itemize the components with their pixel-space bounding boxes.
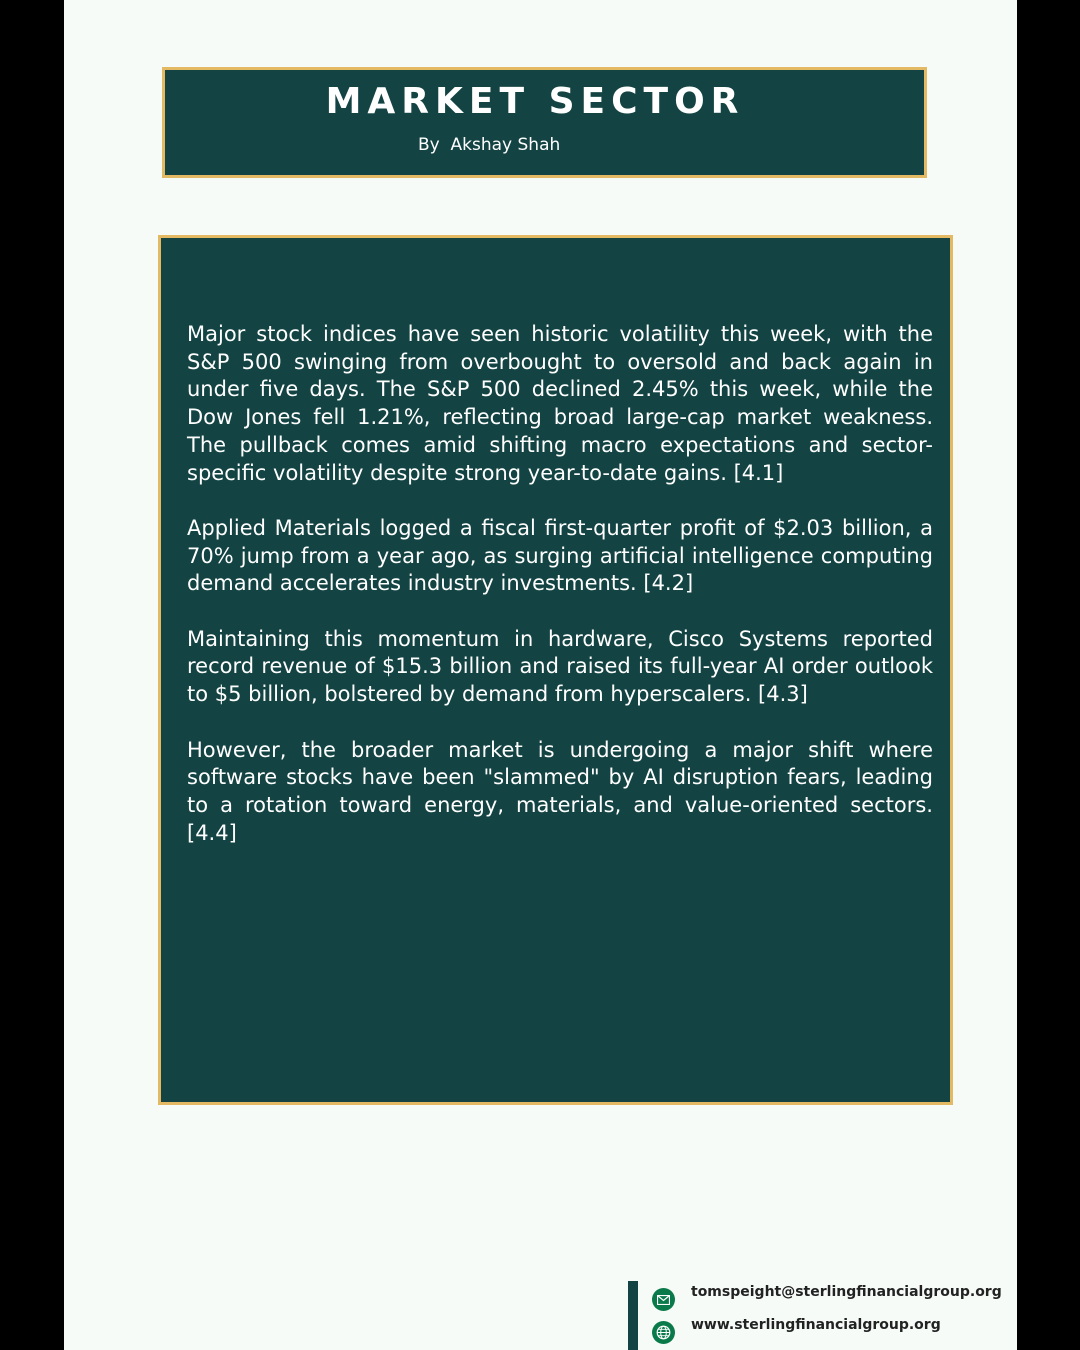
website-link[interactable]: www.sterlingfinancialgroup.org: [691, 1317, 941, 1333]
paragraph-cisco-systems: Maintaining this momentum in hardware, Cisco Systems reported record revenue of $15.3 billion and raised its full-year AI order outlook to $5 billion, bolstered by demand from hyperscalers. [4.3]: [187, 626, 933, 707]
footer-accent-bar: [628, 1281, 638, 1350]
article-body: [187, 321, 933, 875]
paragraph-market-volatility: Major stock indices have seen historic volatility this week, with the S&P 500 swinging from overbought to oversold and back again in under five days. The S&P 500 declined 2.45% this week, while the Dow Jones fell 1.21%, reflecting broad large-cap market weakness. The pullback comes amid shifting macro expectations and sector-specific volatility despite strong year-to-date gains. [4.1]: [187, 322, 933, 485]
paragraph-sector-rotation: However, the broader market is undergoing a major shift where software stocks have been "slammed" by AI disruption fears, leading to a rotation toward energy, materials, and value-oriented sectors. [4.4]: [187, 737, 933, 845]
envelope-icon: [652, 1288, 675, 1311]
author-byline: By Akshay Shah: [418, 135, 561, 155]
globe-icon: [652, 1321, 675, 1344]
page-title: MARKET SECTOR: [325, 81, 745, 122]
page: [64, 0, 1017, 1350]
email-link[interactable]: tomspeight@sterlingfinancialgroup.org: [691, 1284, 1002, 1300]
header-banner: [162, 67, 927, 178]
article-panel: [158, 235, 953, 1105]
paragraph-applied-materials: Applied Materials logged a fiscal first-quarter profit of $2.03 billion, a 70% jump from a year ago, as surging artificial intelligence computing demand accelerates industry investments. [4.2]: [187, 515, 933, 596]
